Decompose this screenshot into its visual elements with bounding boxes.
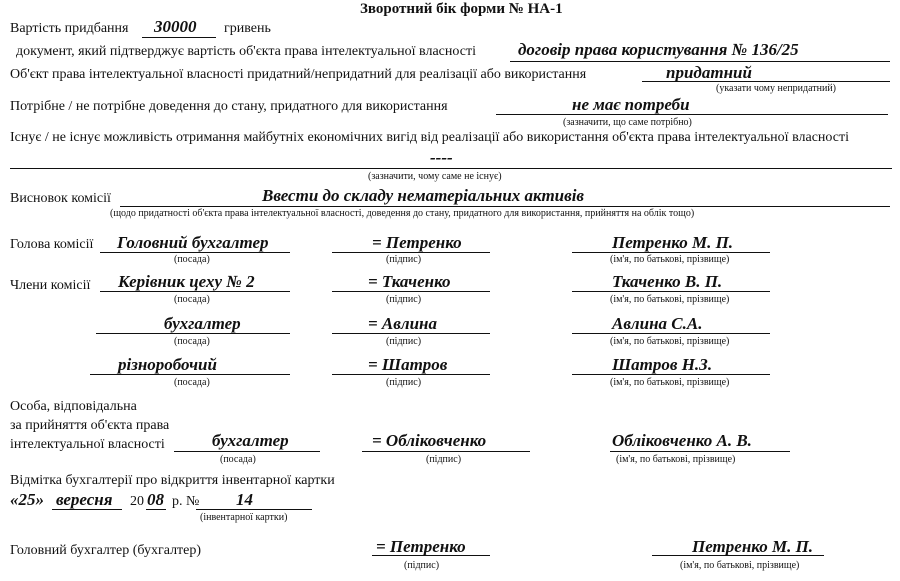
member-name-line [572,374,770,375]
benefits-label: Існує / не існує можливість отримання майбутніх економічних вигід від реалізації або використання об'єкта права інтелектуальної власності [10,130,849,145]
member-position: Керівник цеху № 2 [118,272,255,291]
finishing-value: не має потреби [572,95,690,114]
form-title: Зворотний бік форми № НА-1 [360,1,563,17]
member-name-caption: (ім'я, по батькові, прізвище) [610,377,730,388]
responsible-name-caption: (ім'я, по батькові, прізвище) [616,454,736,465]
chief-label: Головний бухгалтер (бухгалтер) [10,543,202,558]
finishing-label: Потрібне / не потрібне доведення до стану, придатного для використання [10,99,448,114]
cost-label: Вартість придбання [10,21,129,36]
member-position: різноробочий [118,355,217,374]
member-position-caption: (посада) [174,336,210,347]
member-position-caption: (посада) [174,294,210,305]
inventory-month: вересня [56,490,113,509]
members-label: Члени комісії [10,278,91,293]
suitability-hint: (указати чому непридатний) [716,83,837,94]
responsible-position-caption: (посада) [220,454,256,465]
head-signature-line [332,252,490,253]
benefits-value: ---- [430,148,453,167]
inventory-year-prefix: 20 [130,494,144,509]
document-value: договір права користування № 136/25 [518,40,799,59]
head-position-line [100,252,290,253]
member-signature: = Ткаченко [368,272,451,291]
conclusion-label: Висновок комісії [10,191,111,206]
cost-line [142,37,216,38]
cost-unit: гривень [224,21,271,36]
member-name-line [572,291,770,292]
chief-signature-caption: (підпис) [404,560,440,571]
benefits-hint: (зазначити, чому саме не існує) [368,171,502,182]
member-position-caption: (посада) [174,377,210,388]
responsible-label-line-1: Особа, відповідальна [10,399,137,414]
chief-signature: = Петренко [376,537,466,556]
member-position-line [90,374,290,375]
inventory-day: «25» [10,490,44,509]
inventory-month-line [52,509,122,510]
member-name-caption: (ім'я, по батькові, прізвище) [610,336,730,347]
chief-name-caption: (ім'я, по батькові, прізвище) [680,560,800,571]
member-name-caption: (ім'я, по батькові, прізвище) [610,294,730,305]
finishing-line [496,114,888,115]
inventory-number-line [196,509,312,510]
conclusion-value: Ввести до складу нематеріальних активів [262,186,585,205]
head-label: Голова комісії [10,237,94,252]
head-name-caption: (ім'я, по батькові, прізвище) [610,254,730,265]
member-signature: = Шатров [368,355,448,374]
responsible-label-line-2: за прийняття об'єкта права [10,418,170,433]
responsible-name-line [610,451,790,452]
member-name: Шатров Н.З. [612,355,713,374]
responsible-signature-line [362,451,530,452]
suitability-value: придатний [666,63,752,82]
benefits-line [10,168,892,169]
member-position: бухгалтер [164,314,241,333]
head-position: Головний бухгалтер [117,233,269,252]
member-signature: = Авлина [368,314,437,333]
document-line [510,61,890,62]
responsible-position: бухгалтер [212,431,289,450]
member-signature-line [332,333,490,334]
member-position-line [96,333,290,334]
member-signature-line [332,374,490,375]
head-name: Петренко М. П. [612,233,734,252]
responsible-signature: = Обліковченко [372,431,487,450]
conclusion-line [120,206,890,207]
responsible-signature-caption: (підпис) [426,454,462,465]
head-signature: = Петренко [372,233,462,252]
member-name: Авлина С.А. [612,314,703,333]
suitability-label: Об'єкт права інтелектуальної власності придатний/непридатний для реалізації або використання [10,67,587,82]
document-label: документ, який підтверджує вартість об'єкта права інтелектуальної власності [16,44,476,59]
member-name: Ткаченко В. П. [612,272,723,291]
inventory-hint: (інвентарної картки) [200,512,288,523]
inventory-number: 14 [236,490,253,509]
member-signature-caption: (підпис) [386,336,422,347]
responsible-position-line [174,451,320,452]
head-signature-caption: (підпис) [386,254,422,265]
conclusion-hint: (щодо придатності об'єкта права інтелектуальної власності, доведення до стану, придатного для використання, прийняття на облік тощо) [110,208,695,219]
responsible-label-line-3: інтелектуальної власності [10,437,165,452]
inventory-year-line [146,509,166,510]
chief-name: Петренко М. П. [692,537,814,556]
inventory-label: Відмітка бухгалтерії про відкриття інвентарної картки [10,473,335,488]
head-position-caption: (посада) [174,254,210,265]
member-signature-caption: (підпис) [386,377,422,388]
member-signature-caption: (підпис) [386,294,422,305]
inventory-year-unit: р. № [172,494,200,509]
member-position-line [100,291,290,292]
member-signature-line [332,291,490,292]
inventory-year-suffix: 08 [147,490,164,509]
cost-value: 30000 [154,17,197,36]
finishing-hint: (зазначити, що саме потрібно) [563,117,692,128]
responsible-name: Обліковченко А. В. [612,431,752,450]
head-name-line [572,252,770,253]
member-name-line [572,333,770,334]
